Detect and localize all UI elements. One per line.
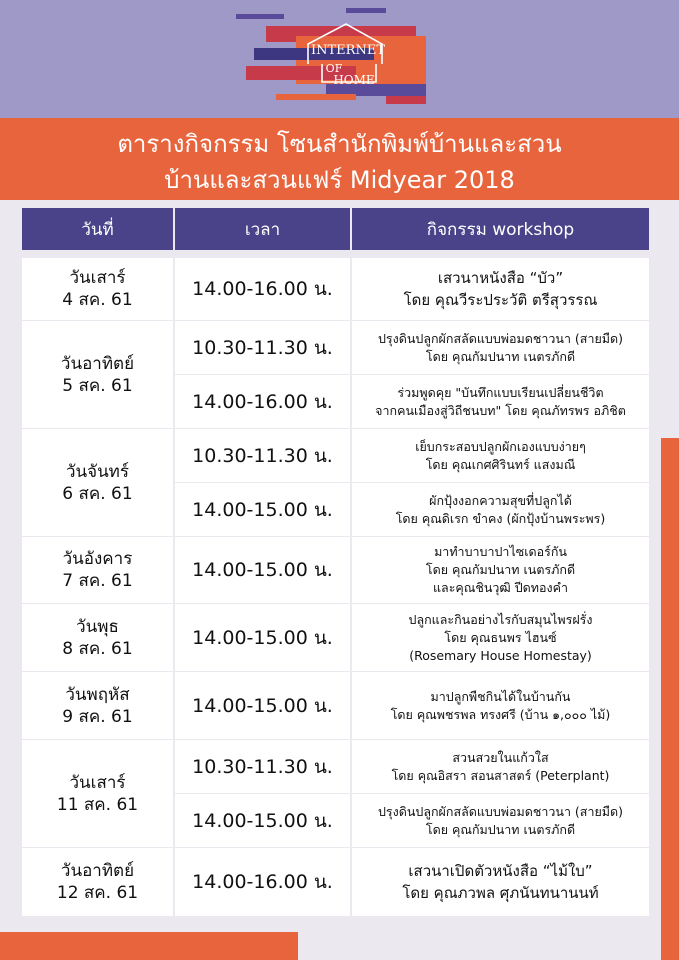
activity-cell: เย็บกระสอบปลูกผักเองแบบง่ายๆ โดย คุณเกศศิรินทร์ แสงมณี: [352, 429, 649, 482]
activity-cell: ผักปุ้งงอกความสุขที่ปลูกได้ โดย คุณดิเรก ขำคง (ผักปุ้งบ้านพระพร): [352, 483, 649, 536]
logo-text-2: OF: [325, 62, 343, 75]
activity-cell: เสวนาหนังสือ “บัว” โดย คุณวีระประวัติ ตรีสุวรรณ: [352, 258, 649, 320]
day-cell: วันอาทิตย์ 5 สค. 61: [22, 321, 173, 428]
time-cell: 10.30-11.30 น.: [175, 740, 350, 793]
time-cell: 14.00-15.00 น.: [175, 483, 350, 536]
time-cell: 10.30-11.30 น.: [175, 429, 350, 482]
page-subtitle: บ้านและสวนแฟร์ Midyear 2018: [164, 166, 515, 194]
activity-cell: ปรุงดินปลูกผักสลัดแบบพ่อมดชาวนา (สายมืด) โดย คุณกัมปนาท เนตรภักดี: [352, 794, 649, 847]
logo-text-3: HOME: [333, 73, 375, 87]
decor-side-bar: [661, 438, 679, 960]
day-cell: วันเสาร์ 11 สค. 61: [22, 740, 173, 847]
decor-bottom-bar: [0, 932, 298, 960]
time-cell: 14.00-15.00 น.: [175, 604, 350, 671]
activity-cell: เสวนาเปิดตัวหนังสือ “ไม้ใบ” โดย คุณภวพล ศุภนันทนานนท์: [352, 848, 649, 916]
day-cell: วันพฤหัส 9 สค. 61: [22, 672, 173, 739]
logo-text-1: INTERNET: [311, 43, 385, 58]
time-cell: 14.00-15.00 น.: [175, 672, 350, 739]
time-cell: 14.00-16.00 น.: [175, 258, 350, 320]
activity-cell: มาทำบาบาปาไซเดอร์กัน โดย คุณกัมปนาท เนตรภักดี และคุณชินวุฒิ ปีดทองคำ: [352, 537, 649, 603]
header-day: วันที่: [22, 208, 173, 250]
activity-cell: ปรุงดินปลูกผักสลัดแบบพ่อมดชาวนา (สายมืด) โดย คุณกัมปนาท เนตรภักดี: [352, 321, 649, 374]
activity-cell: มาปลูกพืชกินได้ในบ้านกัน โดย คุณพชรพล ทรงศรี (บ้าน ๑,๐๐๐ ไม้): [352, 672, 649, 739]
time-cell: 14.00-15.00 น.: [175, 794, 350, 847]
time-cell: 10.30-11.30 น.: [175, 321, 350, 374]
schedule-table: [22, 208, 649, 916]
day-cell: วันอังคาร 7 สค. 61: [22, 537, 173, 603]
header-activity: กิจกรรม workshop: [352, 208, 649, 250]
day-cell: วันเสาร์ 4 สค. 61: [22, 258, 173, 320]
activity-cell: สวนสวยในแก้วใส โดย คุณอิสรา สอนสาสตร์ (Peterplant): [352, 740, 649, 793]
header-time: เวลา: [175, 208, 350, 250]
day-cell: วันจันทร์ 6 สค. 61: [22, 429, 173, 536]
internet-of-home-logo: [236, 6, 432, 114]
time-cell: 14.00-16.00 น.: [175, 848, 350, 916]
activity-cell: ร่วมพูดคุย "บันทึกแบบเรียนเปลี่ยนชีวิต จากคนเมืองสู่วิถีชนบท" โดย คุณภัทรพร อภิชิต: [352, 375, 649, 428]
day-cell: วันพุธ 8 สค. 61: [22, 604, 173, 671]
page-title: ตารางกิจกรรม โซนสำนักพิมพ์บ้านและสวน: [117, 130, 562, 158]
activity-cell: ปลูกและกินอย่างไรกับสมุนไพรฝรั่ง โดย คุณธนพร ไฮนซ์ (Rosemary House Homestay): [352, 604, 649, 671]
day-cell: วันอาทิตย์ 12 สค. 61: [22, 848, 173, 916]
time-cell: 14.00-16.00 น.: [175, 375, 350, 428]
time-cell: 14.00-15.00 น.: [175, 537, 350, 603]
